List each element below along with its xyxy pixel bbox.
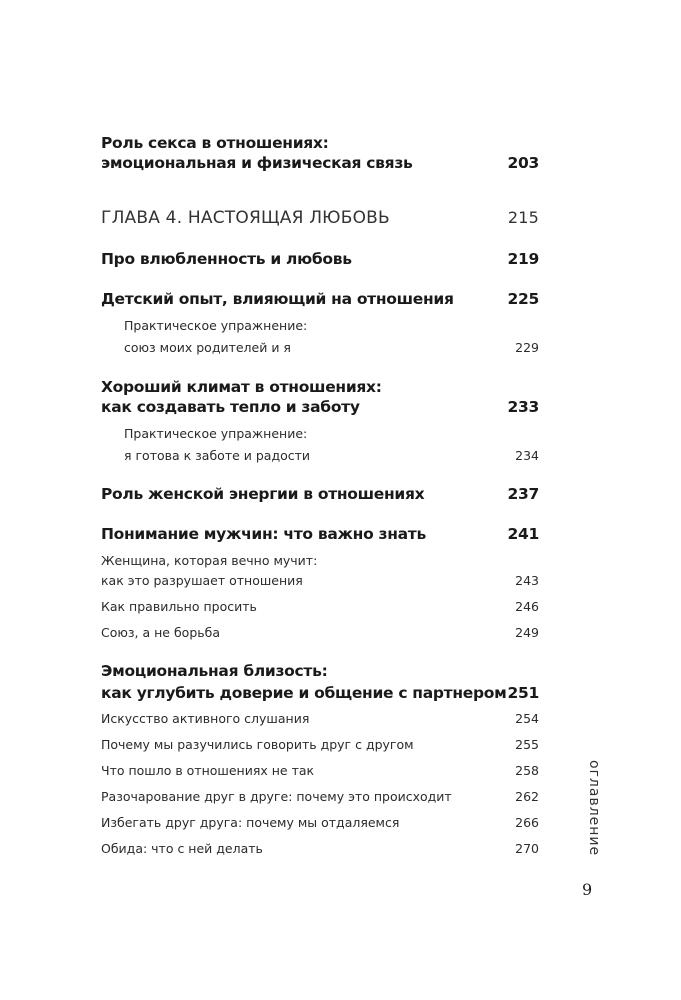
toc-subentry (101, 737, 539, 753)
running-header: оглавление (586, 760, 602, 857)
toc-page-number: 233 (507, 398, 539, 416)
toc-exercise (101, 448, 539, 464)
toc-page-number: 219 (507, 250, 539, 268)
toc-exercise (101, 318, 539, 334)
toc-entry-title: Детский опыт, влияющий на отношения (101, 290, 454, 308)
toc-page-number: 258 (515, 763, 539, 778)
toc-page-number: 249 (515, 625, 539, 640)
toc-entry (101, 249, 539, 269)
toc-exercise (101, 426, 539, 442)
toc-entry (101, 524, 539, 544)
toc-entry-title-line2: как создавать тепло и заботу (101, 398, 360, 416)
toc-entry (101, 377, 539, 397)
toc-entry-title: Роль женской энергии в отношениях (101, 485, 425, 503)
toc-page-number: 266 (515, 815, 539, 830)
toc-subentry (101, 573, 539, 589)
toc-exercise-line1: Практическое упражнение: (124, 318, 308, 333)
toc-subentry-line1: Женщина, которая вечно мучит: (101, 553, 318, 568)
toc-entry (101, 153, 539, 173)
toc-page-number: 255 (515, 737, 539, 752)
toc-subentry-title: Обида: что с ней делать (101, 841, 263, 856)
toc-subentry-title: Союз, а не борьба (101, 625, 220, 640)
toc-subentry-title: Почему мы разучились говорить друг с другом (101, 737, 414, 752)
toc-page-number: 262 (515, 789, 539, 804)
toc-entry-title: Понимание мужчин: что важно знать (101, 525, 426, 543)
toc-subentry (101, 599, 539, 615)
toc-subentry-title: Избегать друг друга: почему мы отдаляемся (101, 815, 400, 830)
toc-exercise-line2: союз моих родителей и я (124, 340, 291, 355)
toc-page-number: 225 (507, 290, 539, 308)
page-number: 9 (582, 880, 593, 899)
toc-subentry (101, 815, 539, 831)
toc-page-number: 243 (515, 573, 539, 588)
toc-entry (101, 661, 539, 681)
toc-subentry-line2: как это разрушает отношения (101, 573, 303, 588)
toc-subentry-title: Разочарование друг в друге: почему это происходит (101, 789, 452, 804)
toc-subentry (101, 711, 539, 727)
toc-entry-title-line1: Роль секса в отношениях: (101, 134, 329, 152)
toc-page-number: 234 (515, 448, 539, 463)
toc-page-number: 237 (507, 485, 539, 503)
toc-entry (101, 397, 539, 417)
toc-page-number: 215 (507, 208, 539, 227)
toc-subentry (101, 841, 539, 857)
toc-page-number: 270 (515, 841, 539, 856)
toc-subentry-title: Как правильно просить (101, 599, 257, 614)
toc-exercise-line1: Практическое упражнение: (124, 426, 308, 441)
toc-subentry (101, 553, 539, 569)
toc-subentry (101, 625, 539, 641)
toc-entry (101, 133, 539, 153)
toc-subentry-title: Что пошло в отношениях не так (101, 763, 315, 778)
toc-subentry (101, 763, 539, 779)
toc-subentry (101, 789, 539, 805)
toc-page-number: 241 (507, 525, 539, 543)
toc-entry-title-line2: как углубить доверие и общение с партнером (101, 684, 507, 702)
toc-entry (101, 484, 539, 504)
chapter-title: ГЛАВА 4. НАСТОЯЩАЯ ЛЮБОВЬ (101, 208, 390, 228)
toc-entry-title-line2: эмоциональная и физическая связь (101, 154, 413, 172)
toc-page-number: 254 (515, 711, 539, 726)
toc-entry-title-line1: Эмоциональная близость: (101, 662, 328, 680)
toc-exercise-line2: я готова к заботе и радости (124, 448, 311, 463)
toc-subentry-title: Искусство активного слушания (101, 711, 310, 726)
toc-page-number: 229 (515, 340, 539, 355)
toc-page-number: 203 (507, 154, 539, 172)
chapter-heading (101, 207, 539, 229)
toc-page-number: 251 (507, 684, 539, 702)
toc-entry-title: Про влюбленность и любовь (101, 250, 352, 268)
toc-entry (101, 683, 539, 703)
toc-page-number: 246 (515, 599, 539, 614)
toc-entry-title-line1: Хороший климат в отношениях: (101, 378, 382, 396)
toc-exercise (101, 340, 539, 356)
toc-entry (101, 289, 539, 309)
